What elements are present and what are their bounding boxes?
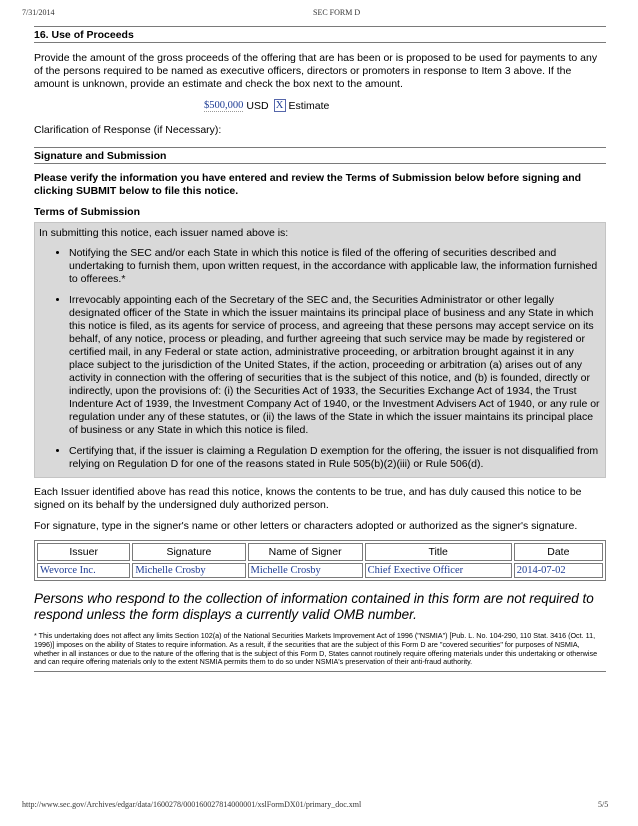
clarification-label: Clarification of Response (if Necessary): — [34, 124, 222, 136]
header-name-of-signer: Name of Signer — [248, 543, 363, 561]
estimate-checkbox[interactable]: X — [274, 99, 286, 112]
print-header — [0, 8, 638, 20]
terms-box — [34, 222, 606, 478]
signature-table — [34, 540, 606, 581]
cell-name-of-signer[interactable]: Michelle Crosby — [248, 563, 363, 578]
signature-heading: Signature and Submission — [34, 147, 606, 164]
print-url: http://www.sec.gov/Archives/edgar/data/1600278/000160027814000001/xslFormDX01/primary_doc.xml — [22, 800, 362, 809]
use-of-proceeds-text: Provide the amount of the gross proceeds of the offering that are has been or is proposed to be used for payments to any of the persons required to be named as executive officers, directors or promoters in response to Item 3 above. If the amount is unknown, provide an estimate and check the box next to the amount. — [34, 52, 598, 90]
signature-table-header — [37, 543, 603, 561]
terms-intro: In submitting this notice, each issuer named above is: — [39, 227, 289, 239]
header-signature: Signature — [132, 543, 245, 561]
proceeds-amount-value: $500,000 — [204, 99, 244, 111]
terms-list — [39, 247, 601, 471]
print-title: SEC FORM D — [313, 8, 361, 17]
table-row — [37, 563, 603, 578]
cell-title[interactable]: Chief Exective Officer — [365, 563, 512, 578]
cell-date[interactable]: 2014-07-02 — [514, 563, 603, 578]
verify-instruction: Please verify the information you have entered and review the Terms of Submission below before signing and clicking SUBMIT below to file this notice. — [34, 172, 582, 197]
use-of-proceeds-heading: 16. Use of Proceeds — [34, 26, 606, 43]
omb-notice: Persons who respond to the collection of information contained in this form are not required to respond unless the form displays a currently valid OMB number. — [34, 591, 594, 622]
issuer-statement: Each Issuer identified above has read this notice, knows the contents to be true, and has duly caused this notice to be signed on its behalf by the undersigned duly authorized person. — [34, 486, 582, 511]
cell-signature[interactable]: Michelle Crosby — [132, 563, 245, 578]
terms-heading: Terms of Submission — [34, 206, 140, 218]
print-footer — [0, 800, 638, 812]
signature-instruction: For signature, type in the signer's name or other letters or characters adopted or authorized as the signer's signature. — [34, 520, 578, 532]
footnote: * This undertaking does not affect any limits Section 102(a) of the National Securities Markets Improvement Act of 1996 ("NSMIA") [Pub. L. No. 104-290, 110 Stat. 3416 (Oct. 11, 1996)] imposes on the ability of States to require information. As a result, if the securities that are the subject of this Form D are "covered securities" for purposes of NSMIA, whether in all instances or due to the nature of the offering that is the subject of this Form D, States cannot routinely require offering materials under this undertaking or otherwise and can require offering materials only to the extent NSMIA permits them to do so under NSMIA's preservation of their anti-fraud authority. — [34, 632, 606, 672]
print-date: 7/31/2014 — [22, 8, 55, 17]
header-date: Date — [514, 543, 603, 561]
header-title: Title — [365, 543, 512, 561]
proceeds-amount-row — [204, 99, 606, 112]
terms-item: • Certifying that, if the issuer is claiming a Regulation D exemption for the offering, the issuer is not disqualified from relying on Regulation D for one of the reasons stated in Rule 505(b)(2)(iii) or Rule 506(d). — [69, 445, 601, 471]
page-number: 5/5 — [598, 800, 609, 809]
header-issuer: Issuer — [37, 543, 130, 561]
form-page — [34, 26, 606, 672]
terms-item: • Notifying the SEC and/or each State in which this notice is filed of the offering of securities described and undertaking to furnish them, upon written request, in the accordance with applicable law, the information furnished to offerees.* — [69, 247, 601, 286]
estimate-label: Estimate — [288, 99, 330, 112]
cell-issuer[interactable]: Wevorce Inc. — [37, 563, 130, 578]
currency-label: USD — [246, 99, 269, 112]
terms-item: • Irrevocably appointing each of the Secretary of the SEC and, the Securities Administrator or other legally designated officer of the State in which the issuer maintains its principal place of business and any State in which this notice is filed, as its agents for service of process, and agreeing that these persons may accept service on its behalf, of any notice, process or pleading, and further agreeing that such service may be made by registered or certified mail, in any Federal or state action, administrative proceeding, or arbitration brought against it in any place subject to the jurisdiction of the United States, if the action, proceeding or arbitration (a) arises out of any activity in connection with the offering of securities that is the subject of this notice, and (b) is founded, directly or indirectly, upon the provisions of: (i) the Securities Act of 1933, the Securities Exchange Act of 1934, the Trust Indenture Act of 1939, the Investment Company Act of 1940, or the Investment Advisers Act of 1940, or any rule or regulation under any of these statutes, or (ii) the laws of the State in which the issuer maintains its principal place of business or any State in which this notice is filed. — [69, 294, 601, 437]
